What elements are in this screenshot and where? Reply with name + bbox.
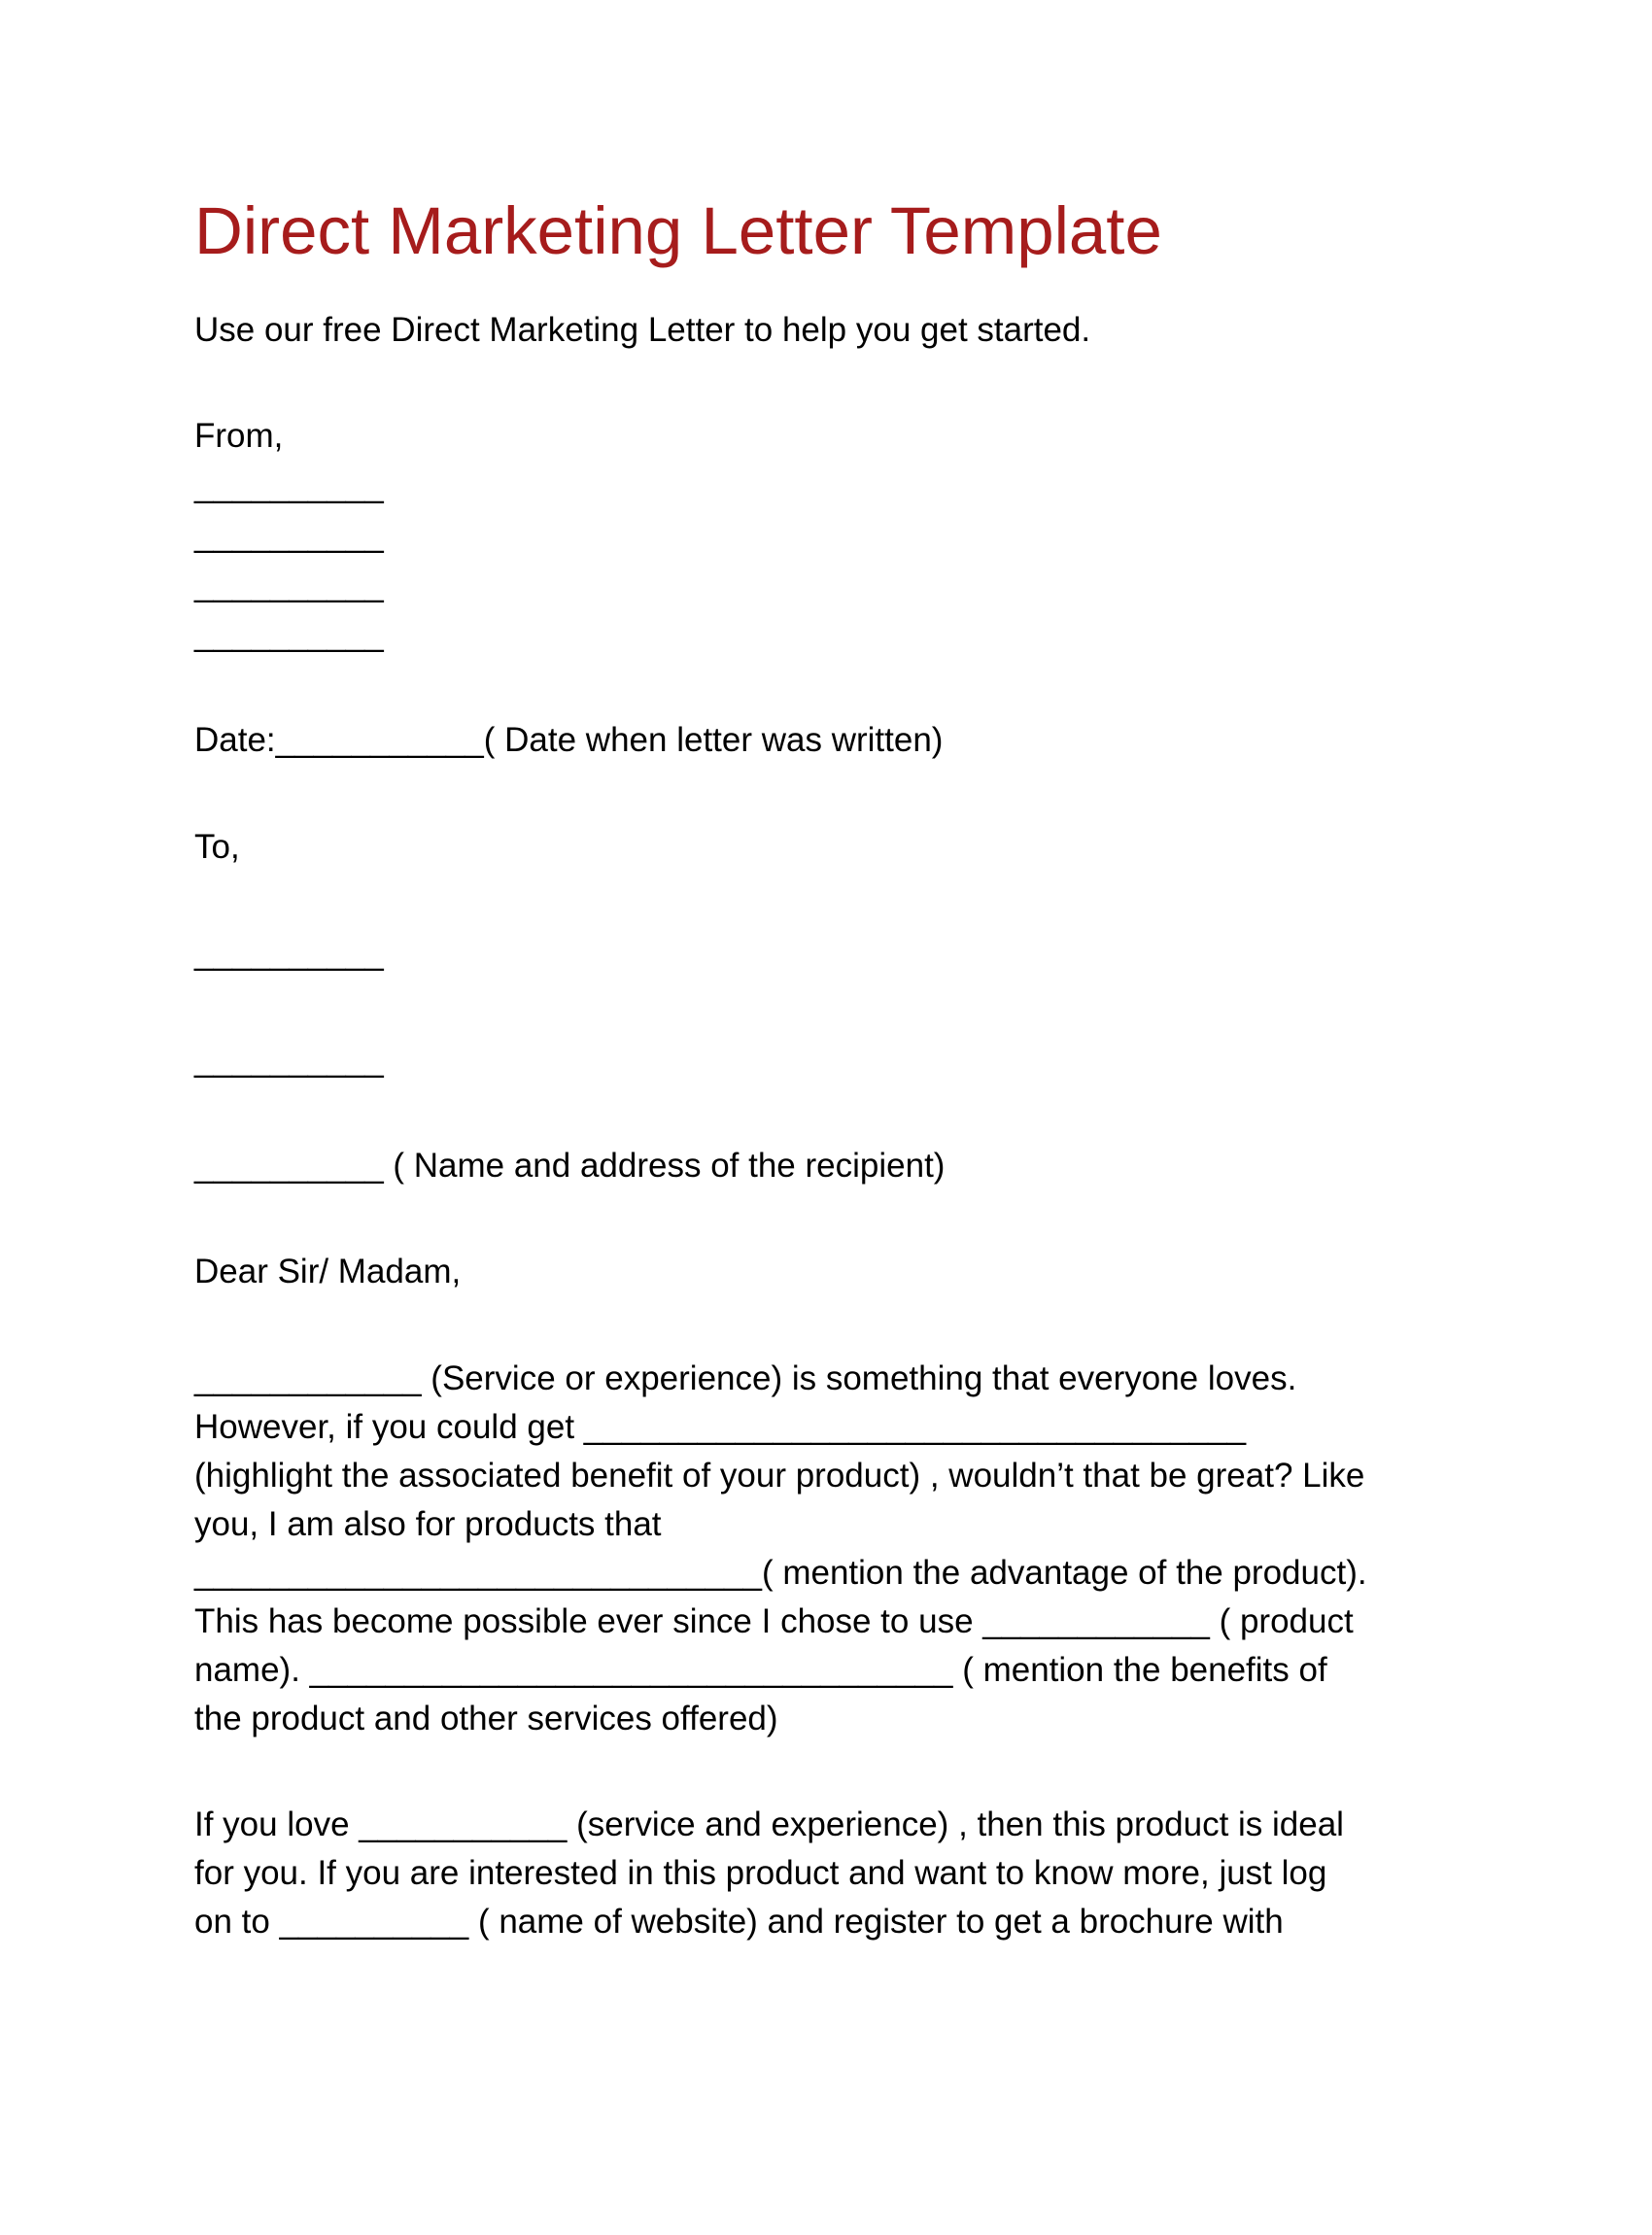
from-label: From, xyxy=(194,417,284,455)
paragraph-2-line: on to __________ ( name of website) and register to get a brochure with xyxy=(194,1903,1284,1941)
paragraph-1-line: ______________________________( mention the advantage of the product). xyxy=(194,1554,1367,1592)
paragraph-1-line: name). __________________________________ ( mention the benefits of xyxy=(194,1651,1327,1689)
paragraph-2-line: If you love ___________ (service and experience) , then this product is ideal xyxy=(194,1805,1344,1843)
document-page xyxy=(194,0,1458,2235)
from-blank-1: __________ xyxy=(194,466,384,504)
to-label: To, xyxy=(194,828,240,866)
date-line: Date:___________( Date when letter was written) xyxy=(194,721,944,759)
from-blank-2: __________ xyxy=(194,516,384,554)
document-title: Direct Marketing Letter Template xyxy=(194,193,1162,268)
from-blank-4: __________ xyxy=(194,615,384,653)
to-blank-2: __________ xyxy=(194,1041,384,1079)
paragraph-1-line: you, I am also for products that xyxy=(194,1505,662,1543)
recipient-line: __________ ( Name and address of the recipient) xyxy=(194,1147,946,1185)
paragraph-1-line: the product and other services offered) xyxy=(194,1700,778,1737)
paragraph-1-line: (highlight the associated benefit of your product) , wouldn’t that be great? Like xyxy=(194,1457,1365,1495)
paragraph-2-line: for you. If you are interested in this product and want to know more, just log xyxy=(194,1854,1327,1892)
salutation: Dear Sir/ Madam, xyxy=(194,1253,462,1290)
intro-text: Use our free Direct Marketing Letter to help you get started. xyxy=(194,311,1091,349)
paragraph-1-line: However, if you could get ___________________________________ xyxy=(194,1408,1247,1446)
to-blank-1: __________ xyxy=(194,934,384,972)
from-blank-3: __________ xyxy=(194,566,384,603)
paragraph-1-line: ____________ (Service or experience) is something that everyone loves. xyxy=(194,1359,1297,1397)
paragraph-1-line: This has become possible ever since I chose to use ____________ ( product xyxy=(194,1602,1354,1640)
